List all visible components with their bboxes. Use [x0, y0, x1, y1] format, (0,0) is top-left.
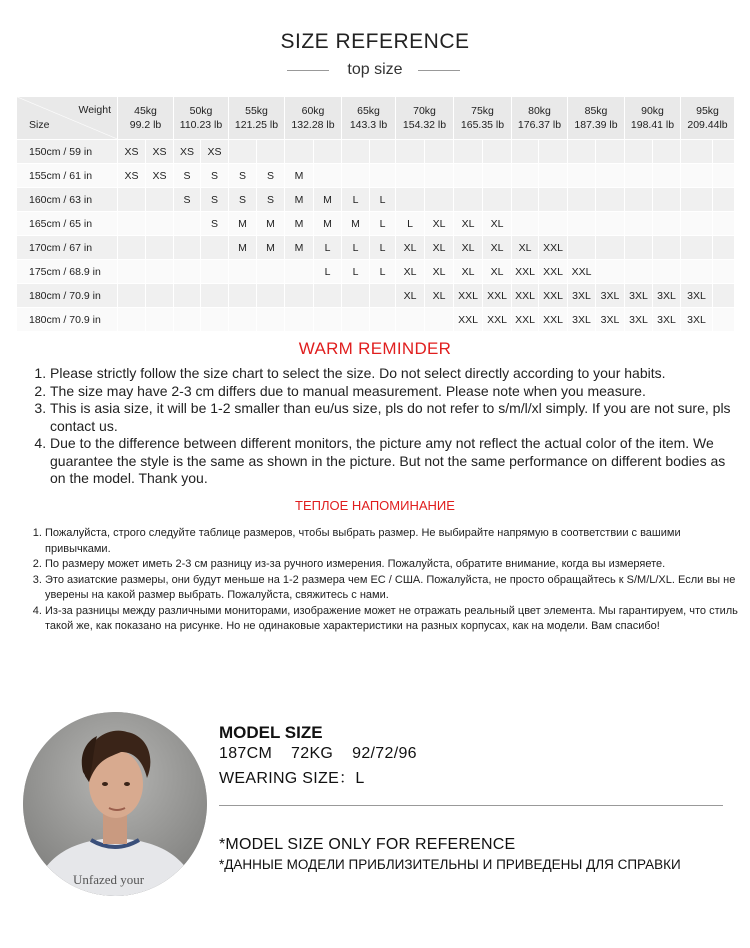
size-cell	[314, 164, 342, 188]
height-label: 155cm / 61 in	[17, 164, 118, 188]
model-note-ru: *ДАННЫЕ МОДЕЛИ ПРИБЛИЗИТЕЛЬНЫ И ПРИВЕДЕНЫ ДЛЯ СПРАВКИ	[219, 857, 681, 872]
weight-kg: 75kg	[471, 105, 494, 117]
size-label: Size	[29, 119, 50, 131]
size-cell: S	[257, 164, 285, 188]
size-cell	[713, 236, 735, 260]
size-cell: L	[314, 260, 342, 284]
size-cell: S	[201, 164, 229, 188]
weight-kg: 80kg	[528, 105, 551, 117]
size-cell	[625, 236, 653, 260]
table-row	[17, 212, 735, 236]
size-cell: XXL	[512, 308, 539, 332]
size-cell: S	[174, 164, 201, 188]
size-cell	[596, 164, 625, 188]
size-cell: XXL	[454, 284, 483, 308]
size-cell	[342, 164, 370, 188]
weight-column-header	[118, 97, 174, 140]
size-cell	[713, 140, 735, 164]
size-cell: 3XL	[681, 308, 713, 332]
size-cell	[285, 140, 314, 164]
size-cell	[625, 140, 653, 164]
size-cell: M	[257, 212, 285, 236]
size-cell: L	[314, 236, 342, 260]
size-cell	[483, 140, 512, 164]
size-cell	[257, 308, 285, 332]
size-cell: XS	[118, 164, 146, 188]
size-cell: 3XL	[681, 284, 713, 308]
weight-lb: 132.28 lb	[291, 119, 335, 131]
weight-column-header	[396, 97, 454, 140]
size-cell	[314, 284, 342, 308]
size-cell: 3XL	[653, 308, 681, 332]
size-cell	[568, 140, 596, 164]
size-cell: 3XL	[596, 284, 625, 308]
weight-kg: 65kg	[357, 105, 380, 117]
size-cell: XL	[483, 236, 512, 260]
size-cell	[713, 212, 735, 236]
size-cell	[568, 164, 596, 188]
size-cell	[653, 188, 681, 212]
size-cell: S	[257, 188, 285, 212]
wearing-size: WEARING SIZE：L	[219, 770, 365, 787]
list-item: 2. По размеру может иметь 2-3 см разницу из-за ручного измерения. Пожалуйста, обратите внимание, когда вы измеряете.	[45, 557, 745, 573]
size-cell	[512, 188, 539, 212]
size-cell: XL	[454, 236, 483, 260]
warm-reminder-title: WARM REMINDER	[298, 339, 452, 358]
warm-reminder-ru-title: ТЕПЛОЕ НАПОМИНАНИЕ	[295, 498, 455, 513]
size-cell	[539, 164, 568, 188]
table-row	[17, 188, 735, 212]
weight-lb: 99.2 lb	[129, 119, 162, 131]
weight-kg: 90kg	[641, 105, 664, 117]
weight-column-header	[342, 97, 396, 140]
size-cell	[483, 188, 512, 212]
size-cell	[146, 308, 174, 332]
size-cell: XL	[483, 260, 512, 284]
weight-lb: 154.32 lb	[402, 119, 447, 131]
weight-column-header	[681, 97, 735, 140]
table-row	[17, 164, 735, 188]
size-cell	[342, 284, 370, 308]
height-label: 150cm / 59 in	[17, 140, 118, 164]
size-cell	[201, 236, 229, 260]
size-cell	[539, 140, 568, 164]
size-cell	[370, 140, 396, 164]
size-cell	[370, 284, 396, 308]
weight-column-header	[174, 97, 229, 140]
size-cell: 3XL	[568, 308, 596, 332]
weight-kg: 50kg	[189, 105, 213, 117]
size-cell: XS	[146, 140, 174, 164]
size-cell	[425, 188, 454, 212]
size-cell	[568, 236, 596, 260]
size-cell	[713, 164, 735, 188]
size-cell	[146, 188, 174, 212]
size-cell	[568, 188, 596, 212]
size-cell	[512, 164, 539, 188]
model-size-label: MODEL SIZE	[219, 723, 323, 742]
size-cell	[681, 188, 713, 212]
size-cell: M	[314, 212, 342, 236]
size-cell	[512, 140, 539, 164]
size-cell	[681, 260, 713, 284]
size-cell	[285, 260, 314, 284]
size-cell	[174, 236, 201, 260]
size-cell	[425, 140, 454, 164]
size-cell	[568, 212, 596, 236]
size-cell	[285, 308, 314, 332]
size-cell: XS	[174, 140, 201, 164]
size-cell	[454, 188, 483, 212]
size-cell: XXL	[454, 308, 483, 332]
size-cell	[653, 212, 681, 236]
size-cell: M	[285, 236, 314, 260]
table-header-row	[17, 97, 735, 140]
list-item: 1. Пожалуйста, строго следуйте таблице размеров, чтобы выбрать размер. Не выбирайте напрямую в соответствии с вашими привычками.	[45, 526, 745, 557]
weight-kg: 95kg	[696, 105, 719, 117]
size-cell	[653, 236, 681, 260]
size-cell	[396, 140, 425, 164]
size-cell	[539, 188, 568, 212]
size-cell	[118, 236, 146, 260]
size-cell	[118, 188, 146, 212]
size-cell	[681, 164, 713, 188]
size-cell	[713, 188, 735, 212]
size-cell: M	[314, 188, 342, 212]
weight-kg: 70kg	[413, 105, 436, 117]
size-cell	[396, 308, 425, 332]
warm-reminder-list	[32, 365, 740, 488]
height-label: 170cm / 67 in	[17, 236, 118, 260]
size-cell: XL	[454, 260, 483, 284]
height-label: 180cm / 70.9 in	[17, 308, 118, 332]
size-cell: L	[370, 236, 396, 260]
list-item: 4. Из-за разницы между различными мониторами, изображение может не отражать реальный цвет элемента. Мы гарантируем, что стиль такой же, как показано на рисунке. Но не одинаковые характеристики на разных корпусах, как на модели. Вам спасибо!	[45, 604, 745, 635]
size-cell: XL	[512, 236, 539, 260]
size-table	[16, 96, 735, 332]
weight-column-header	[568, 97, 625, 140]
size-cell	[596, 188, 625, 212]
size-cell	[596, 260, 625, 284]
weight-label: Weight	[78, 104, 111, 116]
size-cell: XS	[118, 140, 146, 164]
height-label: 165cm / 65 in	[17, 212, 118, 236]
weight-column-header	[285, 97, 342, 140]
table-row	[17, 236, 735, 260]
size-cell	[483, 164, 512, 188]
list-item: 3. This is asia size, it will be 1-2 smaller than eu/us size, pls do not refer to s/m/l/xl simply. If you are not sure, pls contact us.	[50, 400, 740, 435]
size-cell: XXL	[539, 236, 568, 260]
size-cell	[229, 140, 257, 164]
weight-kg: 60kg	[301, 105, 325, 117]
table-row	[17, 140, 735, 164]
shirt-text: Unfazed your	[73, 872, 145, 887]
weight-column-header	[229, 97, 285, 140]
size-cell: L	[342, 260, 370, 284]
size-cell: L	[396, 212, 425, 236]
size-cell: S	[229, 164, 257, 188]
size-cell: S	[201, 188, 229, 212]
table-row	[17, 308, 735, 332]
size-cell: 3XL	[596, 308, 625, 332]
weight-kg: 55kg	[245, 105, 268, 117]
size-cell: XS	[201, 140, 229, 164]
size-cell: XL	[396, 284, 425, 308]
size-cell: XXL	[483, 308, 512, 332]
page-title: SIZE REFERENCE	[280, 30, 470, 53]
size-cell: XL	[425, 236, 454, 260]
size-cell	[201, 308, 229, 332]
model-measurements: 187CM 72KG 92/72/96	[219, 745, 417, 762]
size-cell	[174, 308, 201, 332]
size-cell: S	[174, 188, 201, 212]
size-cell	[174, 260, 201, 284]
size-cell: XXL	[483, 284, 512, 308]
subtitle-row	[0, 60, 750, 80]
size-cell	[713, 284, 735, 308]
weight-column-header	[625, 97, 681, 140]
size-cell	[314, 308, 342, 332]
size-cell: XXL	[568, 260, 596, 284]
size-cell	[539, 212, 568, 236]
weight-lb: 165.35 lb	[460, 119, 505, 131]
weight-lb: 209.44lb	[687, 119, 728, 131]
weight-lb: 143.3 lb	[349, 119, 388, 131]
weight-lb: 187.39 lb	[574, 119, 618, 131]
size-cell: XXL	[539, 308, 568, 332]
size-cell	[201, 260, 229, 284]
size-cell: M	[285, 212, 314, 236]
size-cell	[425, 308, 454, 332]
height-label: 160cm / 63 in	[17, 188, 118, 212]
list-item: 4. Due to the difference between different monitors, the picture amy not reflect the actual color of the item. We guarantee the style is the same as shown in the picture. But not the same performance on different bodies as on the model. Thank you.	[50, 435, 740, 488]
size-cell: XL	[483, 212, 512, 236]
size-cell	[512, 212, 539, 236]
list-item: 3. Это азиатские размеры, они будут меньше на 1-2 размера чем ЕС / США. Пожалуйста, не просто обращайтесь к S/M/L/XL. Если вы не уверены на какой размер выбрать. Пожалуйста, свяжитесь с нами.	[45, 573, 745, 604]
size-cell: 3XL	[625, 284, 653, 308]
height-label: 180cm / 70.9 in	[17, 284, 118, 308]
size-cell: S	[201, 212, 229, 236]
size-cell	[257, 260, 285, 284]
size-cell: L	[370, 188, 396, 212]
size-cell: L	[370, 260, 396, 284]
size-cell	[174, 212, 201, 236]
size-cell	[229, 260, 257, 284]
table-row	[17, 260, 735, 284]
subtitle: top size	[347, 61, 403, 78]
weight-column-header	[512, 97, 568, 140]
size-cell	[229, 308, 257, 332]
weight-kg: 85kg	[584, 105, 608, 117]
weight-lb: 121.25 lb	[234, 119, 279, 131]
size-cell	[370, 308, 396, 332]
size-cell: 3XL	[568, 284, 596, 308]
size-cell	[146, 212, 174, 236]
weight-lb: 176.37 lb	[517, 119, 562, 131]
list-item: 1. Please strictly follow the size chart to select the size. Do not select directly according to your habits.	[50, 365, 740, 383]
size-cell: XL	[425, 284, 454, 308]
size-cell	[625, 188, 653, 212]
size-cell	[118, 212, 146, 236]
size-cell: XXL	[539, 260, 568, 284]
size-cell: XXL	[539, 284, 568, 308]
size-cell: XS	[146, 164, 174, 188]
size-cell: M	[342, 212, 370, 236]
size-cell: XL	[396, 260, 425, 284]
size-cell: S	[229, 188, 257, 212]
size-cell	[681, 140, 713, 164]
size-cell: XL	[425, 260, 454, 284]
size-cell	[396, 164, 425, 188]
size-cell: L	[342, 188, 370, 212]
size-cell: XL	[425, 212, 454, 236]
size-cell: XXL	[512, 260, 539, 284]
size-cell: 3XL	[625, 308, 653, 332]
size-cell: XL	[396, 236, 425, 260]
divider	[219, 805, 723, 806]
size-cell	[285, 284, 314, 308]
size-cell	[625, 260, 653, 284]
weight-kg: 45kg	[134, 105, 157, 117]
size-cell	[342, 308, 370, 332]
model-photo	[23, 712, 207, 896]
size-cell: L	[342, 236, 370, 260]
size-cell	[370, 164, 396, 188]
size-cell: L	[370, 212, 396, 236]
size-cell	[625, 212, 653, 236]
size-cell	[653, 140, 681, 164]
size-cell	[596, 140, 625, 164]
size-cell	[257, 140, 285, 164]
size-cell	[118, 308, 146, 332]
size-cell	[713, 308, 735, 332]
size-cell: M	[257, 236, 285, 260]
size-cell	[681, 236, 713, 260]
size-cell: 3XL	[653, 284, 681, 308]
size-cell	[229, 284, 257, 308]
size-cell: XL	[454, 212, 483, 236]
size-cell	[713, 260, 735, 284]
size-cell	[596, 236, 625, 260]
size-cell	[653, 164, 681, 188]
weight-column-header	[454, 97, 512, 140]
size-cell	[118, 284, 146, 308]
size-cell	[257, 284, 285, 308]
warm-reminder-ru-list	[29, 526, 745, 635]
model-note-en: *MODEL SIZE ONLY FOR REFERENCE	[219, 836, 516, 853]
size-cell	[146, 284, 174, 308]
size-cell: M	[229, 212, 257, 236]
weight-lb: 198.41 lb	[630, 119, 675, 131]
size-cell	[396, 188, 425, 212]
height-label: 175cm / 68.9 in	[17, 260, 118, 284]
size-cell	[596, 212, 625, 236]
size-cell: M	[229, 236, 257, 260]
table-corner	[17, 97, 118, 140]
list-item: 2. The size may have 2-3 cm differs due to manual measurement. Please note when you measure.	[50, 383, 740, 401]
size-cell	[342, 140, 370, 164]
weight-lb: 110.23 lb	[179, 119, 223, 131]
size-cell	[118, 260, 146, 284]
subtitle-line-right	[418, 70, 460, 71]
size-cell: M	[285, 164, 314, 188]
size-cell	[314, 140, 342, 164]
size-cell: M	[285, 188, 314, 212]
size-cell	[653, 260, 681, 284]
size-cell	[454, 140, 483, 164]
size-cell	[425, 164, 454, 188]
size-cell	[146, 236, 174, 260]
size-cell	[146, 260, 174, 284]
table-row	[17, 284, 735, 308]
size-cell	[174, 284, 201, 308]
size-cell	[454, 164, 483, 188]
size-cell	[201, 284, 229, 308]
size-cell: XXL	[512, 284, 539, 308]
size-cell	[625, 164, 653, 188]
size-cell	[681, 212, 713, 236]
